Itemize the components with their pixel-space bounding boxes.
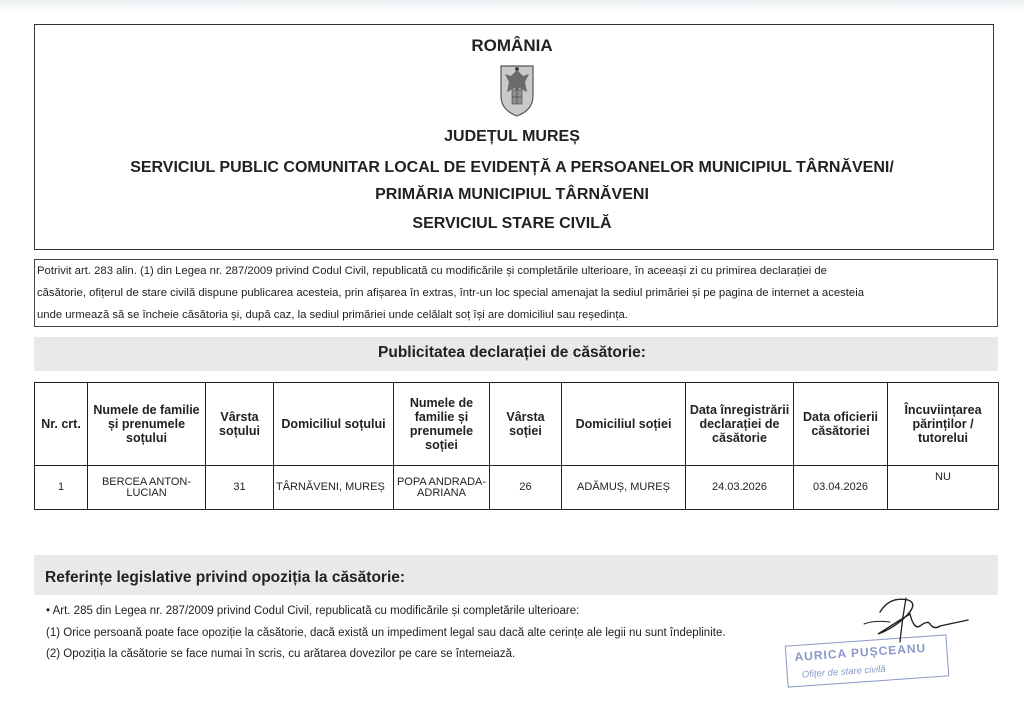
reference-line: (2) Opoziția la căsătorie se face numai în scris, cu arătarea dovezilor pe care se întemeiază. bbox=[46, 648, 516, 660]
service-title: SERVICIUL PUBLIC COMUNITAR LOCAL DE EVIDENȚĂ A PERSOANELOR MUNICIPIUL TÂRNĂVENI/ bbox=[130, 159, 894, 176]
header-cell: Nr. crt. bbox=[35, 383, 88, 466]
reference-line: (1) Orice persoană poate face opoziție la căsătorie, dacă există un impediment legal sau dacă alte cerințe ale legii nu sunt îndeplinite. bbox=[46, 627, 726, 639]
intro-line: căsătorie, ofițerul de stare civilă dispune publicarea acesteia, prin afișarea în extras, într-un loc special amenajat la sediul primăriei și pe pagina de internet a acesteia bbox=[37, 287, 865, 299]
header-cell: Data oficierii căsătoriei bbox=[794, 383, 888, 466]
header-cell: Numele de familie și prenumele soțului bbox=[88, 383, 206, 466]
wife-name-cell: POPA ANDRADA-ADRIANA bbox=[394, 466, 490, 510]
husband-domicile-cell: TÂRNĂVENI, MUREȘ bbox=[274, 466, 394, 510]
header-cell: Data înregistrării declarației de căsătorie bbox=[686, 383, 794, 466]
publication-title: Publicitatea declarației de căsătorie: bbox=[378, 344, 646, 361]
department-title: SERVICIUL STARE CIVILĂ bbox=[412, 215, 612, 232]
stamp-name: AURICA PUȘCEANU bbox=[794, 640, 927, 665]
signature-icon bbox=[850, 590, 980, 650]
row-number-cell: 1 bbox=[35, 466, 88, 510]
header-cell: Domiciliul soției bbox=[562, 383, 686, 466]
wife-domicile-cell: ADĂMUȘ, MUREȘ bbox=[562, 466, 686, 510]
header-cell: Vârsta soțului bbox=[206, 383, 274, 466]
parental-consent-cell: NU bbox=[888, 466, 999, 510]
registration-date-cell: 24.03.2026 bbox=[686, 466, 794, 510]
marriage-declarations-table bbox=[34, 382, 999, 510]
intro-line: Potrivit art. 283 alin. (1) din Legea nr. 287/2009 privind Codul Civil, republicată cu modificările și completările ulterioare, în aceeași zi cu primirea declarației de bbox=[37, 265, 827, 277]
references-title: Referințe legislative privind opoziția la căsătorie: bbox=[45, 569, 406, 586]
header-cell: Încuviințarea părinților / tutorelui bbox=[888, 383, 999, 466]
country-title: ROMÂNIA bbox=[471, 36, 553, 55]
stamp-role: Ofițer de stare civilă bbox=[801, 663, 886, 681]
county-title: JUDEȚUL MUREȘ bbox=[444, 128, 580, 145]
husband-name-cell: BERCEA ANTON-LUCIAN bbox=[88, 466, 206, 510]
header-cell: Vârsta soției bbox=[490, 383, 562, 466]
husband-age-cell: 31 bbox=[206, 466, 274, 510]
table-header-row bbox=[35, 383, 999, 466]
ceremony-date-cell: 03.04.2026 bbox=[794, 466, 888, 510]
wife-age-cell: 26 bbox=[490, 466, 562, 510]
coat-of-arms-icon bbox=[497, 62, 537, 118]
table-row bbox=[35, 466, 999, 510]
header-cell: Numele de familie și prenumele soției bbox=[394, 383, 490, 466]
header-cell: Domiciliul soțului bbox=[274, 383, 394, 466]
city-hall-title: PRIMĂRIA MUNICIPIUL TÂRNĂVENI bbox=[375, 186, 649, 203]
reference-line: • Art. 285 din Legea nr. 287/2009 privind Codul Civil, republicată cu modificările și completările ulterioare: bbox=[46, 605, 580, 617]
legal-intro-box bbox=[34, 259, 998, 327]
intro-line: unde urmează să se încheie căsătoria și, după caz, la sediul primăriei unde celălalt soț își are domiciliul sau reședința. bbox=[37, 309, 628, 321]
